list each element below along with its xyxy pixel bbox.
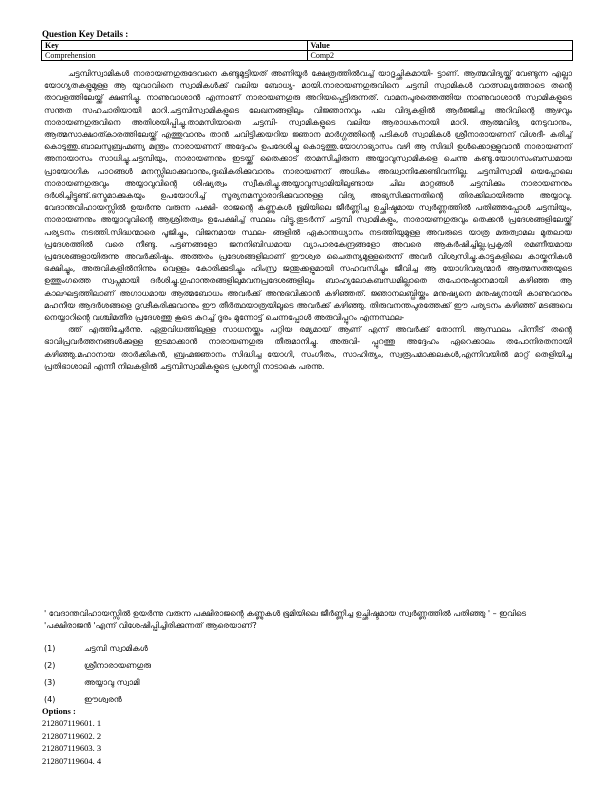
table-cell-key: Comprehension <box>42 51 308 61</box>
option-number: (1) <box>44 644 56 653</box>
option-text: അയ്യാവു സ്വാമി <box>84 677 140 687</box>
option-number: (4) <box>44 695 56 704</box>
option-codes <box>42 717 101 767</box>
comprehension-passage <box>44 68 572 373</box>
option-text: ഈശ്വരൻ <box>84 694 122 704</box>
option-number: (3) <box>44 678 56 687</box>
key-value-table <box>41 40 573 61</box>
option-text: ചട്ടമ്പി സ്വാമികൾ <box>84 643 148 653</box>
table-header-key: Key <box>42 41 308 51</box>
passage-paragraph: ചട്ടമ്പിസ്വാമികൾ നാരായണഗുരുദേവനെ കണ്ടുമുട്ടിയത് അണിയൂർ ക്ഷേത്രത്തിൽവച്ച് യാദൃച്ഛികമായി- ട്ടാണ്. ആത്മവിദ്യയ്ക്ക് വേണ്ടുന്ന എല്ലാ യോഗ്യതകളുമുള്ള ആ യുവാവിനെ സ്വാമികൾക്ക് വലിയ ബോധ്യ- മായി.നാരായണഗുരുവിനെ ചട്ടമ്പി സ്വാമികൾ വാത്സല്യത്തോടെ തന്റെ താവളത്തിലേയ്ക്ക് ക്ഷണിച്ചു. നാണുവാശാൻ എന്നാണ് നാരായണഗുരു അറിയപ്പെട്ടിരുന്നത്. വാമനപുരത്തെത്തിയ നാണുവാശാൻ സ്വാമികളുടെ സന്തത സഹചാരിയായി മാറി.ചട്ടമ്പിസ്വാമികളുടെ ലേഖനങ്ങളിലും വിജ്ഞാനവും പല വിദ്യകളിൽ ആർജ്ജിച്ച അറിവിന്റെ ആഴവും നാരായണഗുരുവിനെ അതിശയിപ്പിച്ചു.താമസിയാതെ ചട്ടമ്പി- സ്വാമികളുടെ വലിയ ആരാധകനായി മാറി. ആത്മവിദ്യ നേടുവാനും, ആത്മസാക്ഷാത്കാരത്തിലേയ്ക്ക് എത്തുവാനും താൻ ചവിട്ടിക്കയറിയ ജ്ഞാന മാർഗ്ഗത്തിന്റെ പടികൾ സ്വാമികൾ ശ്രീനാരായണന് വിശദീ- കരിച്ച് കൊടുത്തു.ബാലസുബ്രഹ്മണ്യ മന്ത്രം നാരായണന് അദ്ദേഹം ഉപദേശിച്ചു കൊടുത്തു.യോഗാഭ്യാസം വഴി ആ സിദ്ധി ഉൾക്കൊള്ളുവാൻ നാരായണന് അനായാസം സാധിച്ചു.ചട്ടമ്പിയും, നാരായണനും ഇടയ്ക്ക് തൈക്കാട് താമസിച്ചിരുന്ന അയ്യാവുസ്വാമികളെ ചെന്നു കണ്ടു.യോഗസംബന്ധമായ പ്രായോഗിക പാഠങ്ങൾ മനസ്സിലാക്കുവാനും,ദുഃഖികരിക്കുവാനും നാരായണന് അധികം അദ്ധ്വാനിക്കേണ്ടിവന്നില്ല. ചട്ടമ്പിസ്വാമി യെപ്പോലെ നാരായണഗുരുവും അയ്യാവുവിന്റെ ശിഷ്യത്വം സ്വീകരിച്ചു.അയ്യാവുസ്വാമിയിലുണ്ടായ ചില മാറ്റങ്ങൾ ചട്ടമ്പിക്കും നാരായണനും ദർശിച്ചിട്ടുണ്ട്.ഭസ്മമാക്കുകയും ഉപയോഗിച്ച് സൂര്യനമസ്കാരാദിക്കുവാനുള്ള വിദ്യ അഭ്യസിക്കുന്നതിന്റെ തിരക്കിലായിരുന്നു അയ്യാവു. വേദാന്തവിഹായസ്സിൽ ഉയർന്നു വരുന്ന പക്ഷി- രാജന്റെ കണ്ണുകൾ ഭൂമിയിലെ ജീർണ്ണിച്ച ഉച്ഛിഷ്ടമായ സ്വർണ്ണത്തിൽ പതിഞ്ഞപ്പോൾ ചട്ടമ്പിയും, നാരായണനും അയ്യാവുവിന്റെ ആശ്രിതത്വം ഉപേക്ഷിച്ച് സ്ഥലം വിട്ടു.തുടർന്ന് ചട്ടമ്പി സ്വാമികളും, നാരായണഗുരുവും തെക്കൻ പ്രദേശങ്ങളിലേയ്ക്ക് പര്യടനം നടത്തി.സിദ്ധന്മാരെ പൂജിച്ചും, വിജനമായ സ്ഥല- ങ്ങളിൽ ഏകാന്തധ്യാനം നടത്തിയുമുള്ള അവരുടെ യാത്ര മരുത്വാമല മുതലായ പ്രദേശത്തിൽ വരെ നീണ്ടു. പട്ടണങ്ങളോ ജനനിബിഡമായ വ്യാപാരകേന്ദ്രങ്ങളോ അവരെ ആകർഷിച്ചില്ല.പ്രകൃതി രമണീയമായ പ്രദേശങ്ങളായിരുന്നു അവർക്കിഷ്ടം. അത്തരം പ്രദേശങ്ങളിലാണ് ഈശ്വര ചൈതന്യമുള്ളതെന്ന് അവർ വിശ്വസിച്ചു.കാട്ടുകളിലെ കായ്കനികൾ ഭക്ഷിച്ചും, അരുവികളിൽനിന്നും വെള്ളം കോരിക്കുടിച്ചും ഹിംസ്ര ജന്തുക്കളുമായി സഹവസിച്ചും ജീവിച്ച ആ യോഗിവര്യന്മാർ ആത്മസത്തയുടെ ഉത്തുംഗത്തെ സ്വപ്നമായി ദർശിച്ചു.ഗുഹാന്തരങ്ങളിലുമവനപ്രദേശങ്ങളിലും ബാഹ്യലോകബന്ധമില്ലാതെ തപോനുഷ്ഠാനമായി കഴിഞ്ഞ ആ കാലഘട്ടത്തിലാണ് അഗാധമായ ആത്മബോധം അവർക്ക് അനുഭവിക്കാൻ കഴിഞ്ഞത്. ജ്ഞാനലബ്ധിയ്ക്കും മനുഷ്യനെ മനുഷ്യനായി കാണുവാനും മഹനീയ ആദർശങ്ങളെ ദൃഢീകരിക്കുവാനും ഈ തീർത്ഥയാത്രയിലൂടെ അവർക്ക് കഴിഞ്ഞു. തിരുവനന്തപുരത്തേക്ക് ഈ പര്യടനം കഴിഞ്ഞ് മടങ്ങവെ നെയ്യാറിന്റെ വശ്ചിമതീര പ്രദേശത്തു കൂടെ കുറച്ച് ദൂരം മുന്നോട്ട് ചെന്നപ്പോൾ അരുവിപ്പുറം എന്നസ്ഥല- <box>44 69 572 323</box>
question-key-heading: Question Key Details : <box>42 29 129 39</box>
option-code: 212807119603. 3 <box>42 743 102 753</box>
option-code: 212807119604. 4 <box>42 755 102 766</box>
option-item <box>44 640 151 657</box>
passage-paragraph: ത്ത് എത്തിച്ചേർന്നു. ഏതുവിധത്തിലുള്ള സാധനയ്ക്കും പറ്റിയ രമ്യമായ് ആണ് എന്ന് അവർക്ക് തോന്നി. ആസ്ഥലം പിന്നീട് തന്റെ ഭാവിപ്രവർത്തനങ്ങൾക്കുള്ള ഇടമാക്കാൻ നാരായണഗുരു തീരുമാനിച്ചു. അരുവി- പ്പുറത്തു അദ്ദേഹം ഏറെക്കാലം തപോനിരതനായി കഴിഞ്ഞു.മഹാനായ താർക്കികൻ, ബ്രഹ്മജ്ഞാനം സിദ്ധിച്ച യോഗി, സംഗീതം, സാഹിത്യം, സ്വരൂപമാക്കലകൾ,എന്നിവയിൽ മാറ്റ് തെളിയിച്ച പ്രതിഭാശാലി എന്നീ നിലകളിൽ ചട്ടമ്പിസ്വാമികളുടെ പ്രശസ്തി നാടാകെ പരന്നു. <box>44 325 572 371</box>
table-cell-value: Comp2 <box>307 51 573 61</box>
option-code: 212807119602. 2 <box>42 730 102 741</box>
option-code: 212807119601. 1 <box>42 718 102 728</box>
table-row <box>42 51 573 61</box>
question-text: ' വേദാന്തവിഹായസ്സിൽ ഉയർന്നു വരുന്ന പക്ഷിരാജന്റെ കണ്ണുകൾ ഭൂമിയിലെ ജീർണ്ണിച്ച ഉച്ഛിഷ്ടമായ സ്വർണ്ണത്തിൽ പതിഞ്ഞു ' – ഇവിടെ 'പക്ഷിരാജൻ 'എന്ന് വിശേഷിപ്പിച്ചിരിക്കുന്നത് ആരെയാണ്? <box>44 609 527 630</box>
table-header-row <box>42 41 573 51</box>
answer-options <box>44 640 151 708</box>
option-number: (2) <box>44 661 56 670</box>
options-label: Options : <box>42 706 76 716</box>
table-header-value: Value <box>307 41 573 51</box>
option-item <box>44 674 151 691</box>
option-item <box>44 657 151 674</box>
option-text: ശ്രീനാരായണഗുരു <box>84 660 152 670</box>
